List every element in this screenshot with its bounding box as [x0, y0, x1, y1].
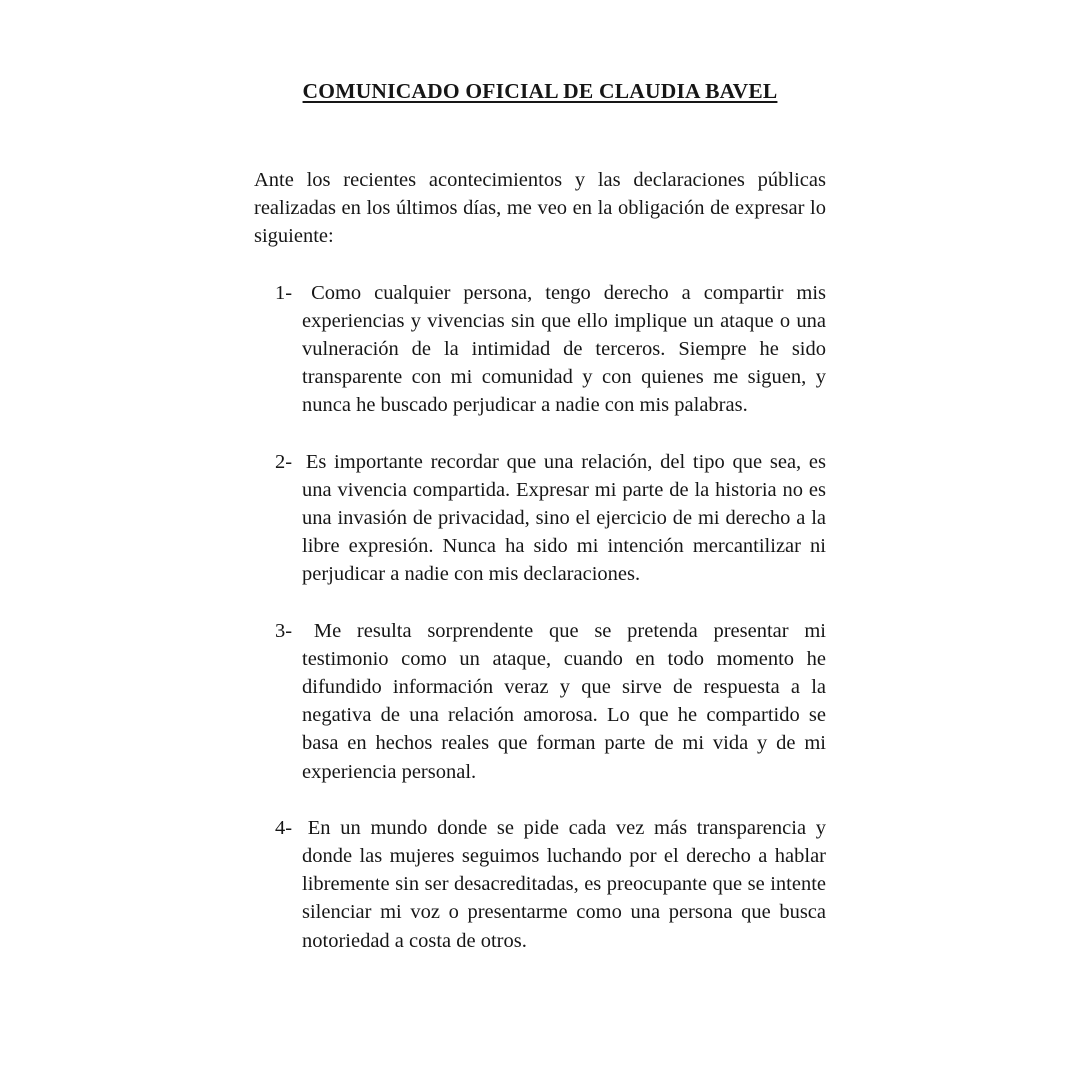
document-title: COMUNICADO OFICIAL DE CLAUDIA BAVEL [302, 79, 778, 103]
list-item-1-number: 1- [275, 281, 293, 304]
list-item-2-number: 2- [275, 450, 293, 473]
intro-paragraph: Ante los recientes acontecimientos y las declaraciones públicas realizadas en los últimos días, me veo en la obligación de expresar lo siguiente: [254, 169, 826, 248]
list-item-1-text: Como cualquier persona, tengo derecho a compartir mis experiencias y vivencias sin que ello implique un ataque o una vulneración de la intimidad de terceros. Siempre he sido transparente con mi comunidad y con quienes me siguen, y nunca he buscado perjudicar a nadie con mis palabras. [302, 281, 826, 417]
list-item-2-text: Es importante recordar que una relación, del tipo que sea, es una vivencia compartida. Expresar mi parte de la historia no es una invasión de privacidad, sino el ejercicio de mi derecho a la libre expresión. Nunca ha sido mi intención mercantilizar ni perjudicar a nadie con mis declaraciones. [302, 450, 826, 586]
list-item-4 [254, 814, 826, 955]
list-item-4-number: 4- [275, 816, 293, 839]
list-item-2 [254, 448, 826, 589]
numbered-list [254, 279, 826, 955]
list-item-1 [254, 279, 826, 420]
list-item-3-number: 3- [275, 619, 293, 642]
list-item-3 [254, 617, 826, 786]
document-page [254, 0, 826, 955]
list-item-3-text: Me resulta sorprendente que se pretenda presentar mi testimonio como un ataque, cuando en todo momento he difundido información veraz y que sirve de respuesta a la negativa de una relación amorosa. Lo que he compartido se basa en hechos reales que forman parte de mi vida y de mi experiencia personal. [302, 619, 827, 783]
list-item-4-text: En un mundo donde se pide cada vez más transparencia y donde las mujeres seguimos luchando por el derecho a hablar libremente sin ser desacreditadas, es preocupante que se intente silenciar mi voz o presentarme como una persona que busca notoriedad a costa de otros. [302, 816, 826, 952]
